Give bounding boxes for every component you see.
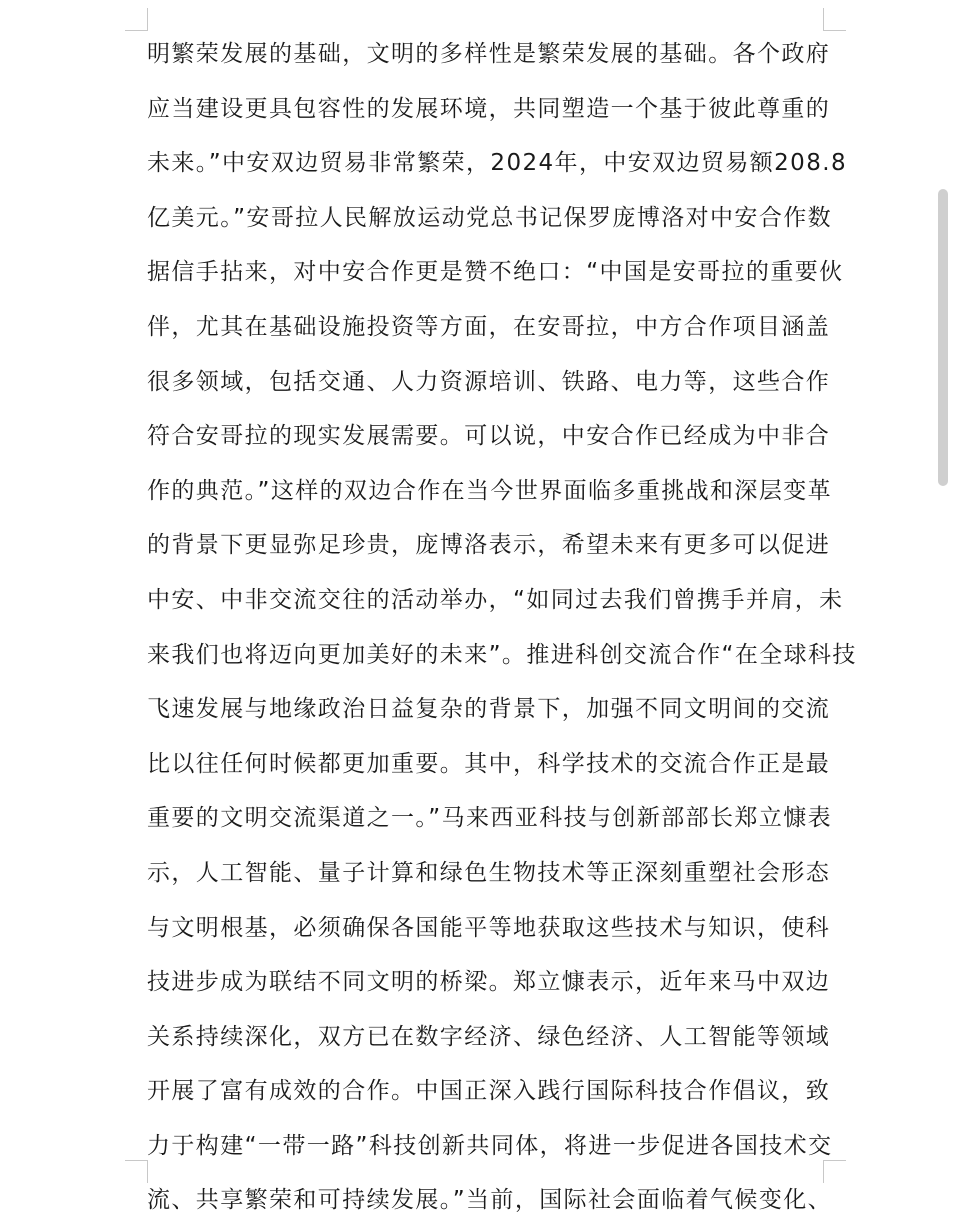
scrollbar-thumb[interactable]: [938, 189, 948, 486]
page-corner-mark-top-right: [823, 8, 846, 31]
text-line: 示，人工智能、量子计算和绿色生物技术等正深刻重塑社会形态: [147, 859, 831, 886]
vertical-scrollbar[interactable]: [936, 0, 950, 1183]
text-line: 技进步成为联结不同文明的桥梁。郑立慷表示，近年来马中双边: [147, 969, 831, 996]
text-line: 流、共享繁荣和可持续发展。”当前，国际社会面临着气候变化、: [147, 1187, 833, 1214]
text-line: 中安、中非交流交往的活动举办，“如同过去我们曾携手并肩，未: [147, 586, 844, 613]
page-corner-mark-top-left: [125, 8, 148, 31]
text-line: 明繁荣发展的基础，文明的多样性是繁荣发展的基础。各个政府: [147, 41, 831, 67]
text-line: 力于构建“一带一路”科技创新共同体，将进一步促进各国技术交: [147, 1132, 833, 1159]
page-corner-mark-bottom-left: [125, 1160, 148, 1183]
text-line: 重要的文明交流渠道之一。”马来西亚科技与创新部部长郑立慷表: [147, 805, 833, 832]
text-line: 开展了富有成效的合作。中国正深入践行国际科技合作倡议，致: [147, 1078, 831, 1105]
text-line: 据信手拈来，对中安合作更是赞不绝口：“中国是安哥拉的重要伙: [147, 259, 844, 286]
text-line: 比以往任何时候都更加重要。其中，科学技术的交流合作正是最: [147, 750, 831, 777]
text-line: 作的典范。”这样的双边合作在当今世界面临多重挑战和深层变革: [147, 477, 833, 504]
document-body-text[interactable]: [147, 31, 857, 1232]
text-line: 关系持续深化，双方已在数字经济、绿色经济、人工智能等领域: [147, 1023, 831, 1050]
text-line: 未来。”中安双边贸易非常繁荣，2024年，中安双边贸易额208.8: [147, 150, 847, 177]
text-line: 很多领域，包括交通、人力资源培训、铁路、电力等，这些合作: [147, 368, 831, 395]
text-line: 的背景下更显弥足珍贵，庞博洛表示，希望未来有更多可以促进: [147, 532, 831, 559]
text-line: 伴，尤其在基础设施投资等方面，在安哥拉，中方合作项目涵盖: [147, 313, 831, 340]
text-line: 符合安哥拉的现实发展需要。可以说，中安合作已经成为中非合: [147, 423, 831, 450]
text-line: 应当建设更具包容性的发展环境，共同塑造一个基于彼此尊重的: [147, 95, 831, 122]
text-line: 亿美元。”安哥拉人民解放运动党总书记保罗庞博洛对中安合作数: [147, 204, 833, 231]
text-line: 与文明根基，必须确保各国能平等地获取这些技术与知识，使科: [147, 914, 831, 941]
text-line: 飞速发展与地缘政治日益复杂的背景下，加强不同文明间的交流: [147, 696, 831, 723]
text-line: 来我们也将迈向更加美好的未来”。推进科创交流合作“在全球科技: [147, 641, 857, 668]
